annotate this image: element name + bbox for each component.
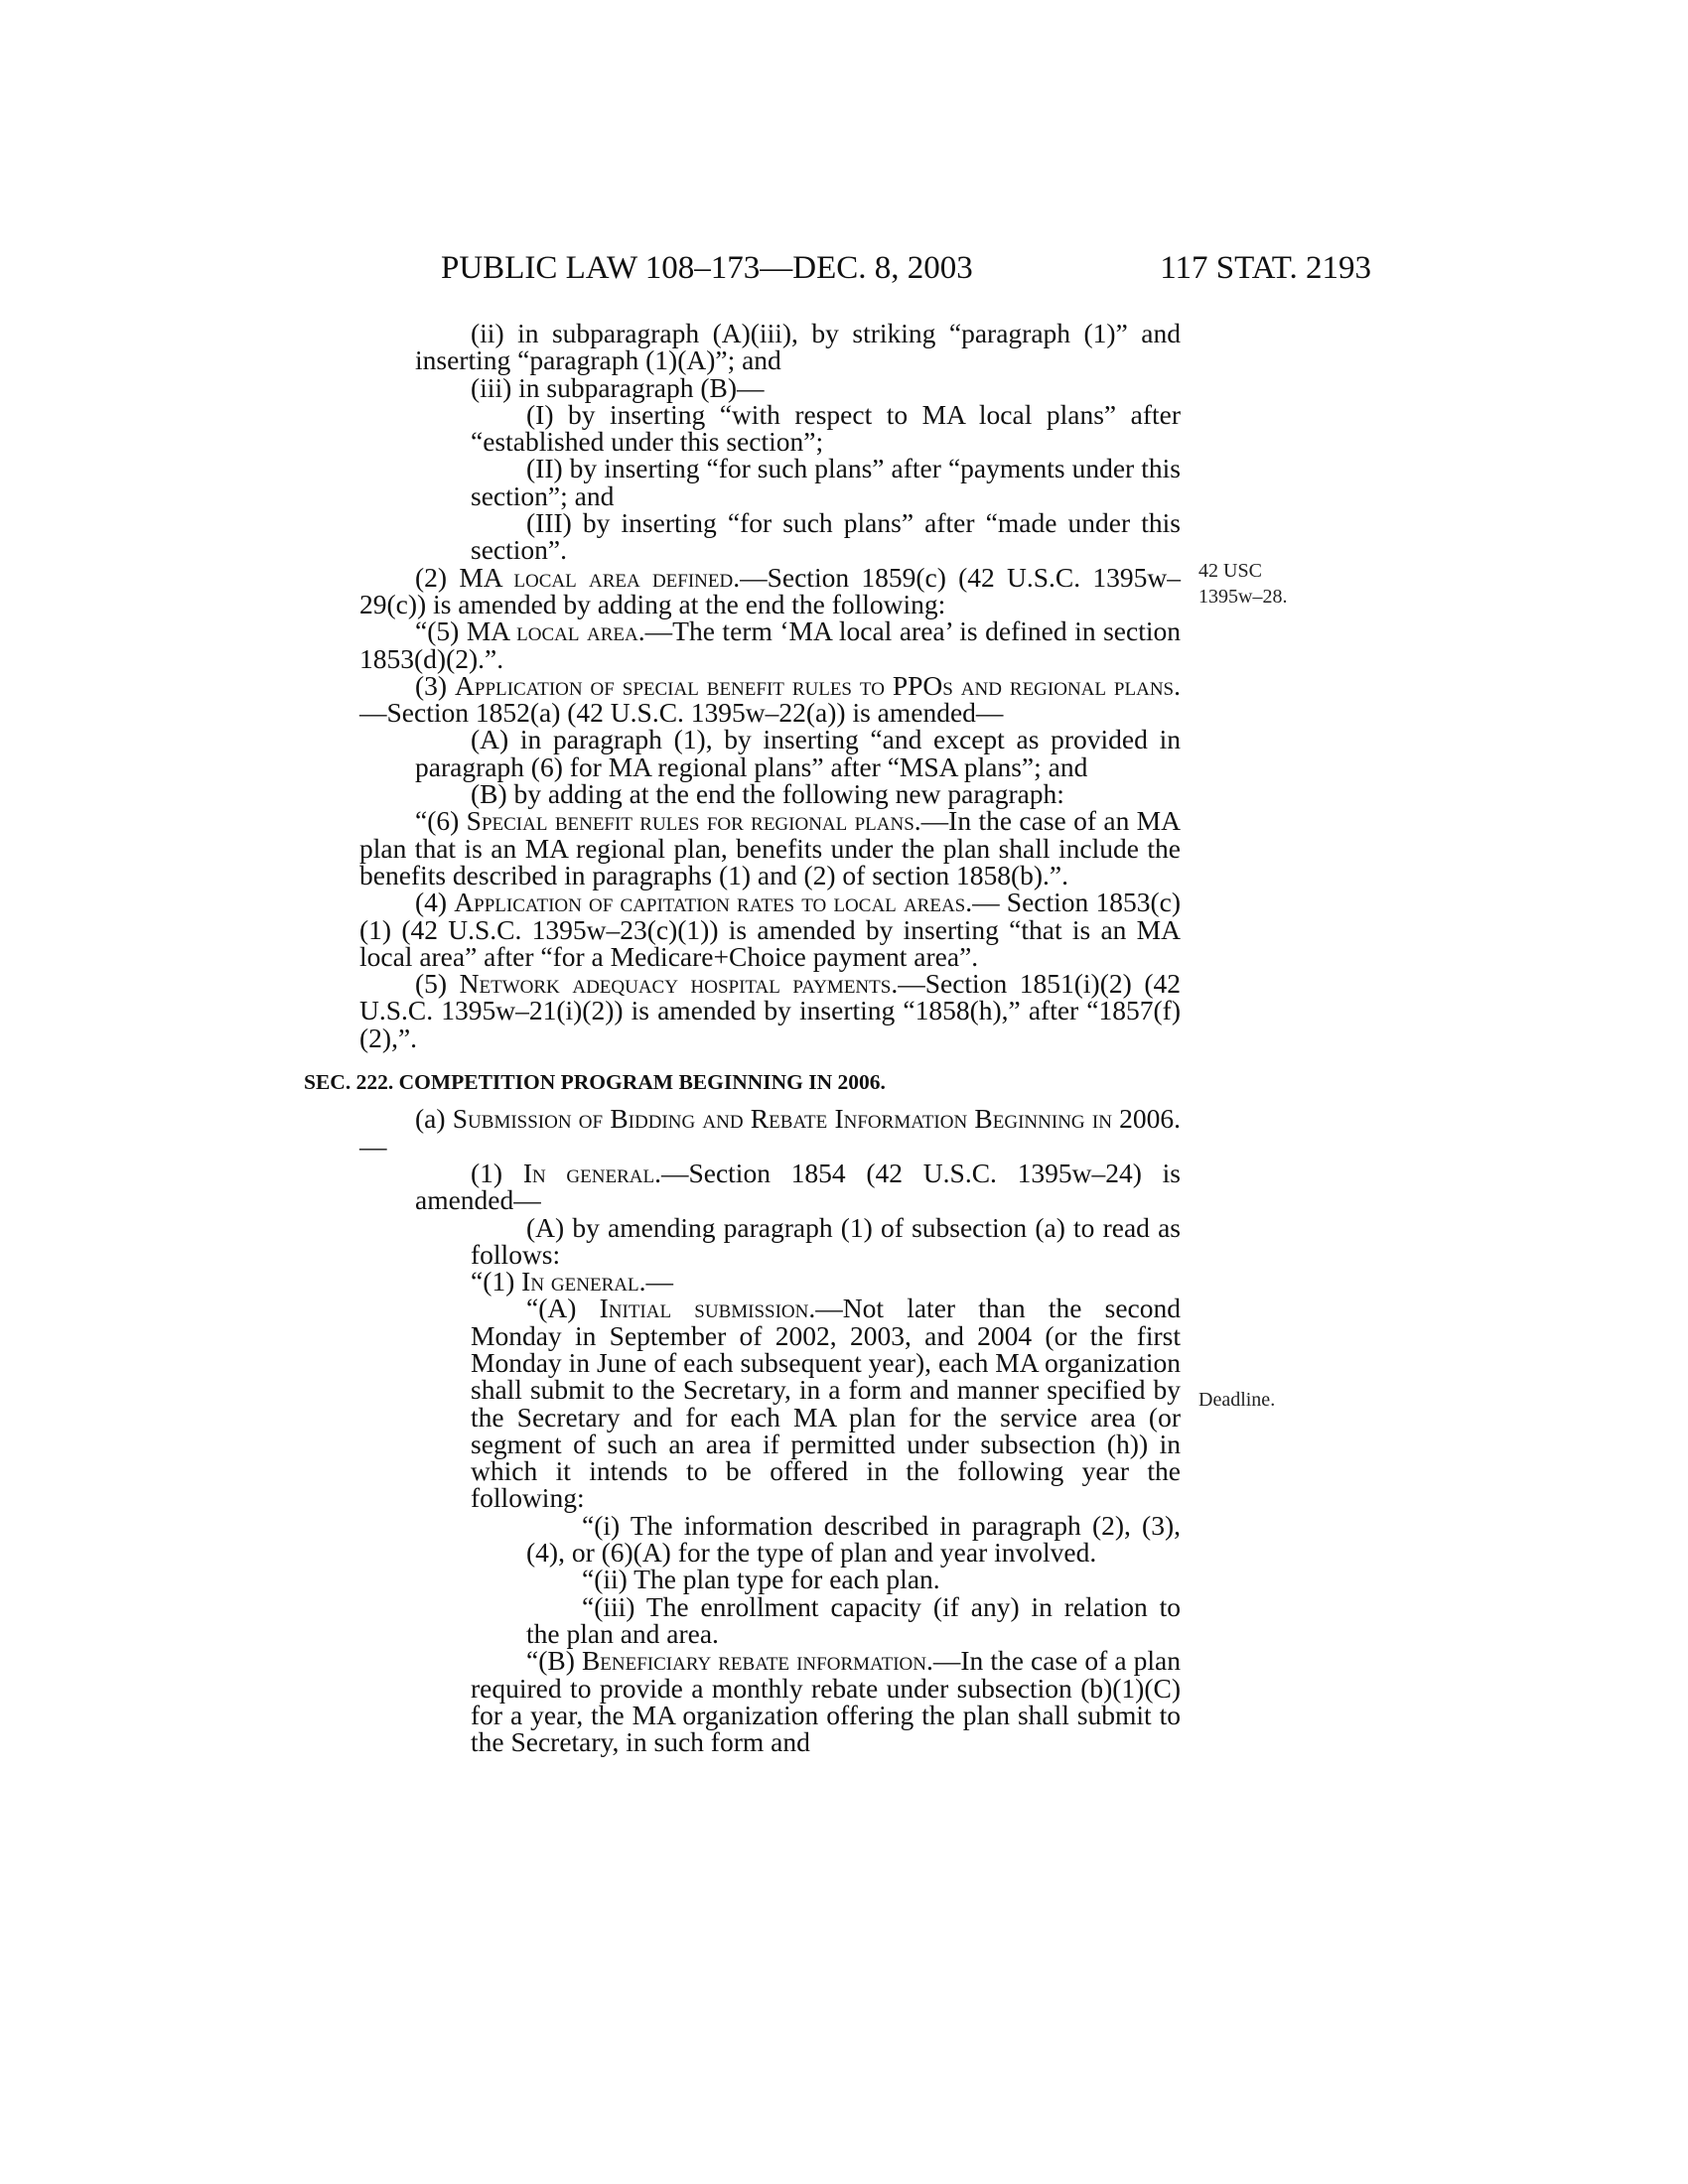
para-2-heading: MA local area defined. bbox=[459, 561, 741, 593]
para-qA-text: —Not later than the second Monday in September of 2002, 2003, and 2004 (or the first Monday in June of each subsequent year), each MA organization shall submit to the Secretary, in a form and manner specified by the Secretary and for each MA plan for the service area (or segment of such an area if permitted under subsection (h)) in which it intends to be offered in the following year the following: bbox=[471, 1293, 1181, 1514]
para-B-new-paragraph: (B) by adding at the end the following new paragraph: bbox=[471, 778, 1064, 810]
para-qB-text: —In the case of a plan required to provide a monthly rebate under subsection (b)(1)(C) for a year, the MA organization offering the plan shall submit to the Secretary, in such form and bbox=[471, 1645, 1181, 1758]
para-4-number: (4) bbox=[415, 887, 448, 918]
para-qA-number: “(A) bbox=[526, 1293, 577, 1324]
para-5n-heading: Network adequacy hospital payments. bbox=[459, 968, 899, 1000]
para-5n-number: (5) bbox=[415, 968, 448, 1000]
para-q1-heading: In general. bbox=[521, 1266, 646, 1297]
para-qB-heading: Beneficiary rebate information. bbox=[581, 1645, 933, 1677]
para-I: (I) by inserting “with respect to MA local plans” after “established under this section”; bbox=[471, 398, 1181, 458]
para-quoted-1-in-general bbox=[359, 1268, 1181, 1295]
para-1-heading: In general. bbox=[522, 1157, 661, 1188]
section-222-heading: SEC. 222. COMPETITION PROGRAM BEGINNING IN 2006. bbox=[304, 1070, 886, 1095]
para-4-capitation-rates bbox=[359, 888, 1181, 970]
para-III: (III) by inserting “for such plans” after “made under this section”. bbox=[471, 507, 1181, 566]
statute-body bbox=[304, 318, 1182, 1758]
para-6-regional-plans bbox=[359, 807, 1181, 888]
para-a-text: — bbox=[359, 1130, 387, 1161]
header-statute-page: 117 STAT. 2193 bbox=[1160, 250, 1371, 286]
para-2-ma-local-area-defined bbox=[359, 561, 1181, 619]
para-6-heading: Special benefit rules for regional plans. bbox=[466, 805, 921, 837]
para-5-heading: MA local area. bbox=[466, 615, 645, 647]
para-1-number: (1) bbox=[471, 1157, 503, 1188]
para-6-text: —In the case of an MA plan that is an MA regional plan, benefits under the plan shall include the benefits described in paragraphs (1) and (2) of section 1858(b).”. bbox=[359, 805, 1181, 890]
para-i-information: “(i) The information described in paragraph (2), (3), (4), or (6)(A) for the type of plan and year involved. bbox=[526, 1509, 1181, 1569]
para-ii-subparagraph: (ii) in subparagraph (A)(iii), by striking “paragraph (1)” and inserting “paragraph (1)(A)”; and bbox=[415, 318, 1181, 376]
para-5-number: “(5) bbox=[415, 615, 460, 647]
para-a-submission bbox=[359, 1105, 1181, 1160]
margin-note-deadline: Deadline. bbox=[1198, 1389, 1276, 1411]
para-a-number: (a) bbox=[415, 1103, 446, 1135]
para-A-amending: (A) by amending paragraph (1) of subsection (a) to read as follows: bbox=[471, 1211, 1181, 1270]
para-3-special-benefit-rules bbox=[359, 669, 1181, 729]
para-6-number: “(6) bbox=[415, 805, 460, 837]
para-a-heading: Submission of Bidding and Rebate Information Beginning in 2006. bbox=[452, 1103, 1182, 1135]
para-4-heading: Application of capitation rates to local areas. bbox=[454, 887, 973, 918]
para-5-ma-local-area bbox=[359, 617, 1181, 672]
para-qA-heading: Initial submission. bbox=[599, 1293, 816, 1324]
para-qB-number: “(B) bbox=[526, 1645, 575, 1677]
para-q1-number: “(1) bbox=[471, 1266, 515, 1297]
para-q1-text: — bbox=[645, 1266, 673, 1297]
para-II: (II) by inserting “for such plans” after “payments under this section”; and bbox=[471, 453, 1181, 511]
para-2-text: —Section 1859(c) (42 U.S.C. 1395w–29(c)) is amended by adding at the end the following: bbox=[359, 561, 1181, 619]
para-5-text: —The term ‘MA local area’ is defined in section 1853(d)(2).”. bbox=[359, 615, 1182, 674]
para-3-heading: Application of special benefit rules to PPOs and regional plans. bbox=[455, 669, 1181, 701]
para-B-beneficiary-rebate bbox=[359, 1645, 1181, 1758]
header-public-law: PUBLIC LAW 108–173—DEC. 8, 2003 bbox=[441, 250, 973, 286]
para-1-in-general bbox=[359, 1157, 1181, 1216]
margin-note-usc-title: 42 USC bbox=[1198, 560, 1262, 582]
para-4-text: — Section 1853(c)(1) (42 U.S.C. 1395w–23(c)(1)) is amended by inserting “that is an MA local area” after “for a Medicare+Choice payment area”. bbox=[359, 887, 1181, 972]
para-ii-plan-type: “(ii) The plan type for each plan. bbox=[582, 1564, 940, 1595]
para-1-text: —Section 1854 (42 U.S.C. 1395w–24) is amended— bbox=[415, 1157, 1181, 1216]
running-header bbox=[441, 248, 1371, 288]
para-iii-enrollment: “(iii) The enrollment capacity (if any) in relation to the plan and area. bbox=[526, 1590, 1181, 1649]
para-5n-text: —Section 1851(i)(2) (42 U.S.C. 1395w–21(i)(2)) is amended by inserting “1858(h),” after “1857(f)(2),”. bbox=[359, 968, 1182, 1053]
para-5-network-adequacy bbox=[359, 970, 1181, 1051]
para-3-text: —Section 1852(a) (42 U.S.C. 1395w–22(a)) is amended— bbox=[359, 697, 1004, 729]
para-A-initial-submission bbox=[359, 1293, 1181, 1514]
para-A-paragraph-1: (A) in paragraph (1), by inserting “and except as provided in paragraph (6) for MA regional plans” after “MSA plans”; and bbox=[415, 724, 1181, 782]
para-iii-subparagraph: (iii) in subparagraph (B)— bbox=[471, 371, 765, 403]
para-2-number: (2) bbox=[415, 561, 448, 593]
margin-note-usc bbox=[1198, 558, 1287, 610]
margin-note-usc-section: 1395w–28. bbox=[1198, 586, 1288, 608]
para-3-number: (3) bbox=[415, 669, 448, 701]
